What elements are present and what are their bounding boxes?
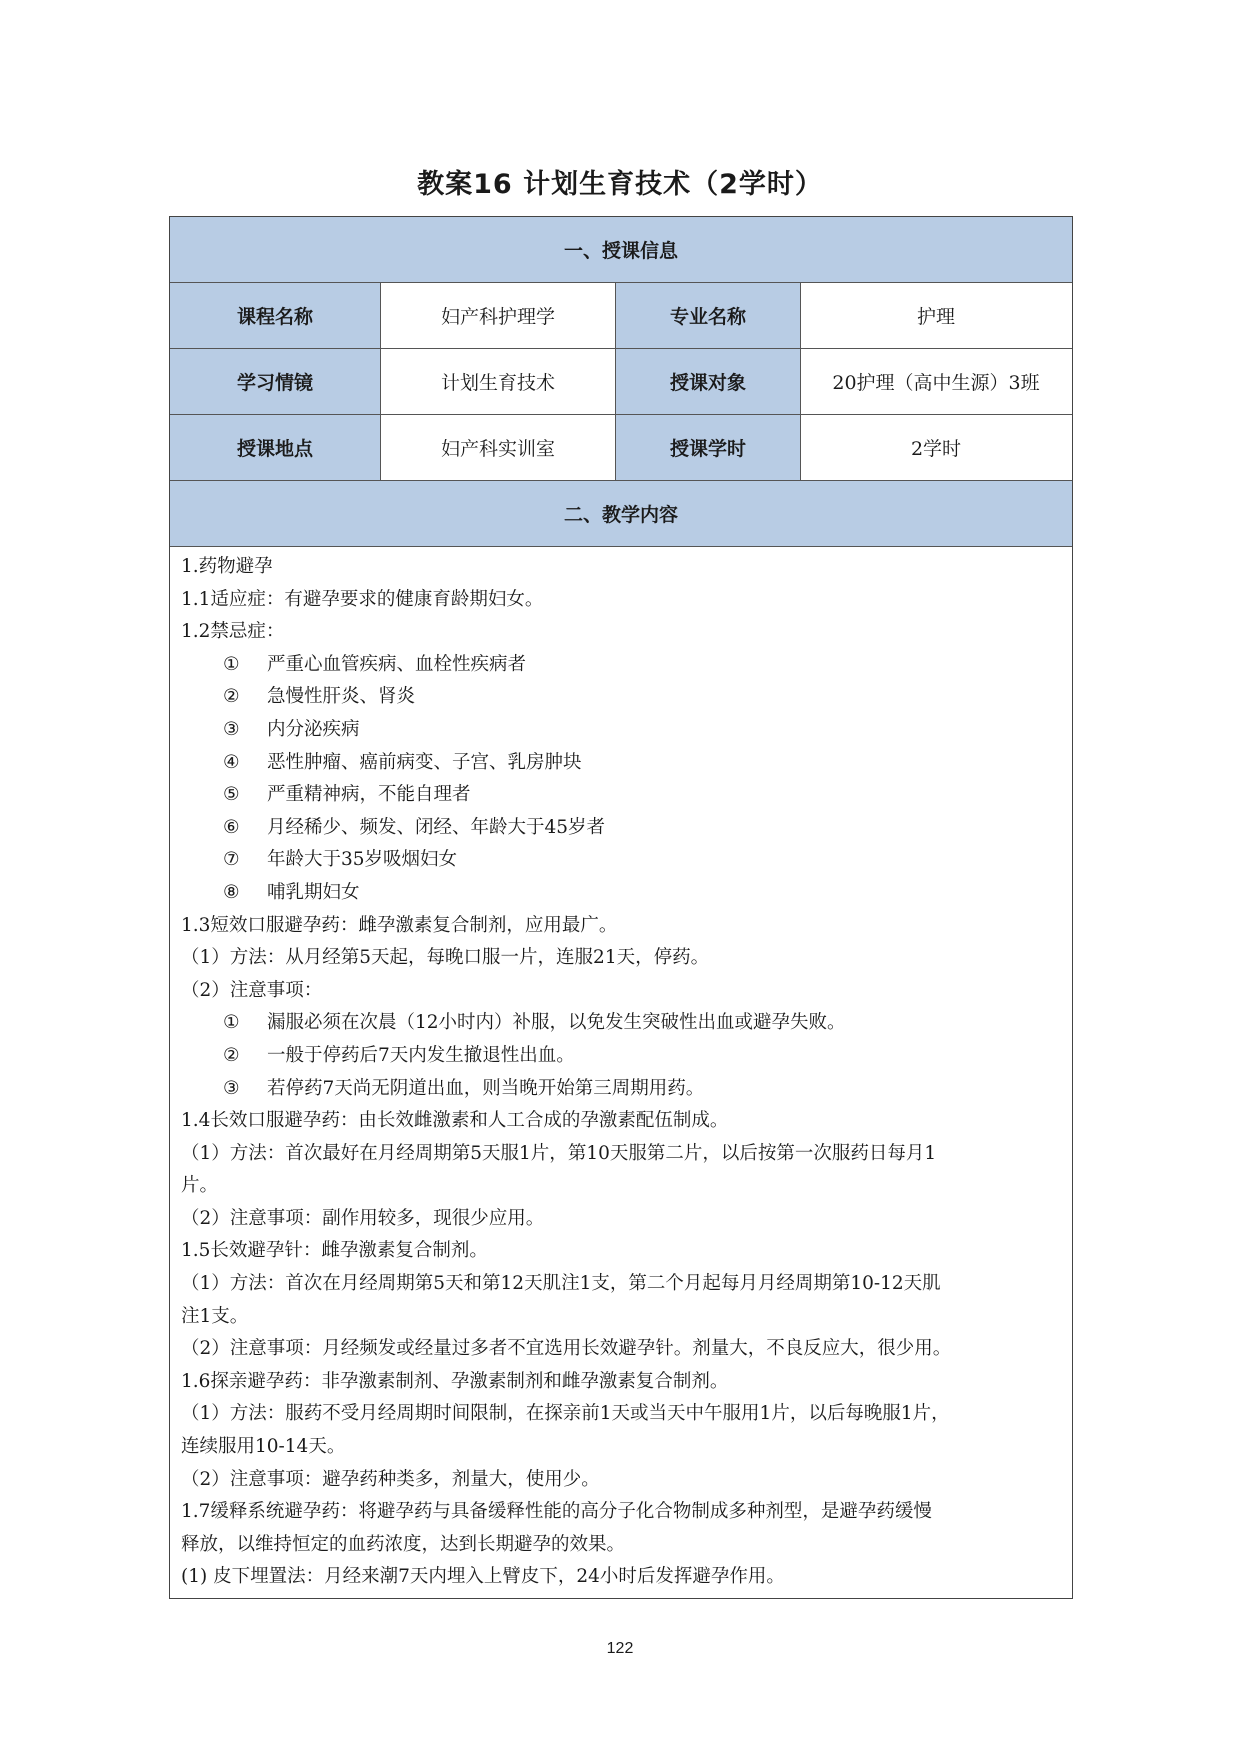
item-text: 严重精神病，不能自理者: [267, 784, 471, 806]
content-line: （1）方法：服药不受月经周期时间限制，在探亲前1天或当天中午服用1片，以后每晚服1片，: [181, 1403, 950, 1425]
content-line: 1.1适应症：有避孕要求的健康育龄期妇女。: [181, 588, 544, 610]
content-line: （2）注意事项：避孕药种类多，剂量大，使用少。: [181, 1468, 600, 1490]
section-heading-teaching-info: 一、授课信息: [170, 217, 1072, 283]
contraindication-item: [181, 714, 1064, 747]
item-text: 内分泌疾病: [267, 718, 360, 740]
content-line: (1) 皮下埋置法：月经来潮7天内埋入上臂皮下，24小时后发挥避孕作用。: [181, 1566, 785, 1588]
item-number: ⑤: [223, 784, 240, 806]
contraindication-item: [181, 649, 1064, 682]
major-name-value: 护理: [916, 306, 955, 328]
lesson-plan-table: [169, 216, 1073, 1599]
item-text: 急慢性肝炎、肾炎: [267, 686, 416, 708]
content-line: 1.3短效口服避孕药：雌孕激素复合制剂，应用最广。: [181, 914, 618, 936]
item-text: 一般于停药后7天内发生撤退性出血。: [267, 1044, 575, 1066]
item-number: ④: [223, 751, 240, 773]
course-name-label: 课程名称: [170, 283, 381, 348]
precaution-item: [181, 1040, 1064, 1073]
content-line: 1.2禁忌症：: [181, 621, 285, 643]
item-number: ③: [223, 718, 240, 740]
learning-context-label: 学习情镜: [170, 349, 381, 414]
learning-context-value: 计划生育技术: [381, 349, 616, 414]
item-text: 恶性肿瘤、癌前病变、子宫、乳房肿块: [267, 751, 582, 773]
item-text: 漏服必须在次晨（12小时内）补服，以免发生突破性出血或避孕失败。: [267, 1012, 846, 1034]
teaching-content-body: [170, 547, 1072, 1598]
item-text: 哺乳期妇女: [267, 881, 360, 903]
content-line: 1.6探亲避孕药：非孕激素制剂、孕激素制剂和雌孕激素复合制剂。: [181, 1370, 729, 1392]
item-number: ②: [223, 686, 240, 708]
contraindication-item: [181, 747, 1064, 780]
content-line: 1.7缓释系统避孕药：将避孕药与具备缓释性能的高分子化合物制成多种剂型，是避孕药缓慢: [181, 1501, 932, 1523]
precaution-item: [181, 1073, 1064, 1106]
content-line: （1）方法：首次在月经周期第5天和第12天肌注1支，第二个月起每月月经周期第10-12天肌: [181, 1273, 941, 1295]
content-line: （2）注意事项：副作用较多，现很少应用。: [181, 1207, 545, 1229]
content-line: 1.4长效口服避孕药：由长效雌激素和人工合成的孕激素配伍制成。: [181, 1110, 729, 1132]
content-line: 1.5长效避孕针：雌孕激素复合制剂。: [181, 1240, 488, 1262]
item-number: ①: [223, 1012, 240, 1034]
section-heading-teaching-content: 二、教学内容: [170, 481, 1072, 547]
page-number: 122: [606, 1640, 634, 1657]
item-text: 若停药7天尚无阴道出血，则当晚开始第三周期用药。: [267, 1077, 705, 1099]
contraindication-item: [181, 877, 1064, 910]
major-name-label: 专业名称: [616, 283, 801, 348]
contraindication-item: [181, 779, 1064, 812]
audience-label: 授课对象: [616, 349, 801, 414]
content-line: 连续服用10-14天。: [181, 1436, 346, 1458]
item-number: ①: [223, 653, 240, 675]
info-row-course: [170, 283, 1072, 349]
content-line: 1.药物避孕: [181, 556, 273, 577]
location-label: 授课地点: [170, 415, 381, 480]
class-hours-value: 2学时: [910, 438, 962, 460]
item-number: ⑧: [223, 881, 240, 903]
item-number: ⑥: [223, 816, 240, 838]
contraindication-item: [181, 681, 1064, 714]
item-text: 严重心血管疾病、血栓性疾病者: [267, 653, 527, 675]
info-row-context: [170, 349, 1072, 415]
item-number: ③: [223, 1077, 240, 1099]
document-title: 教案16 计划生育技术（2学时）: [417, 169, 823, 200]
item-number: ②: [223, 1044, 240, 1066]
content-line: （2）注意事项：: [181, 979, 323, 1001]
content-line: 释放，以维持恒定的血药浓度，达到长期避孕的效果。: [181, 1533, 626, 1555]
content-line: （2）注意事项：月经频发或经量过多者不宜选用长效避孕针。剂量大，不良反应大，很少用。: [181, 1338, 952, 1360]
location-value: 妇产科实训室: [381, 415, 616, 480]
info-row-location: [170, 415, 1072, 481]
contraindication-item: [181, 812, 1064, 845]
content-line: （1）方法：首次最好在月经周期第5天服1片，第10天服第二片，以后按第一次服药日每月1: [181, 1142, 937, 1164]
item-number: ⑦: [223, 849, 240, 871]
contraindication-item: [181, 844, 1064, 877]
item-text: 月经稀少、频发、闭经、年龄大于45岁者: [267, 816, 606, 838]
content-line: 注1支。: [181, 1305, 249, 1327]
content-line: （1）方法：从月经第5天起，每晚口服一片，连服21天，停药。: [181, 947, 710, 969]
precaution-item: [181, 1007, 1064, 1040]
content-line: 片。: [181, 1175, 219, 1197]
audience-value: 20护理（高中生源）3班: [832, 372, 1040, 394]
course-name-value: 妇产科护理学: [381, 283, 616, 348]
class-hours-label: 授课学时: [616, 415, 801, 480]
item-text: 年龄大于35岁吸烟妇女: [267, 849, 458, 871]
